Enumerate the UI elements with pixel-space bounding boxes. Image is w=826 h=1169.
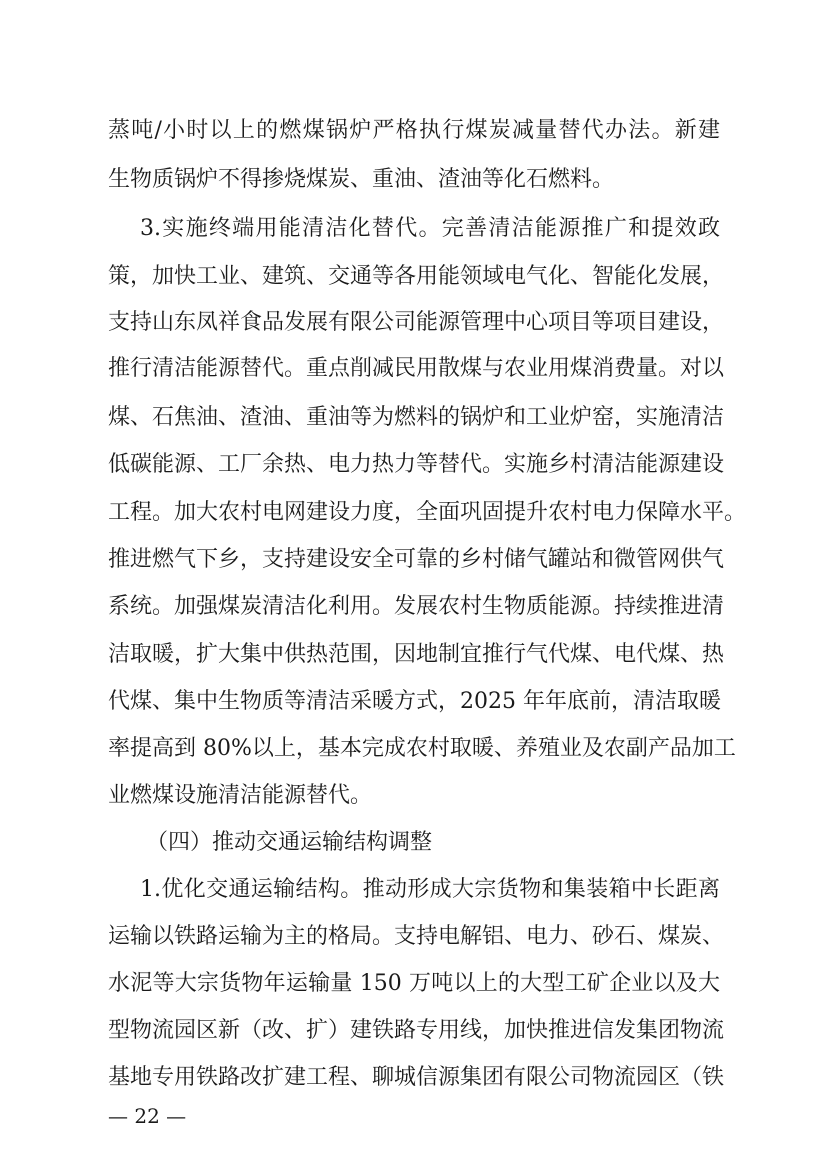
- body-text-line: 业燃煤设施清洁能源替代。: [108, 783, 373, 808]
- body-text-line: 洁取暖，扩大集中供热范围，因地制宜推行气代煤、电代煤、热: [108, 642, 725, 667]
- body-text-line: 基地专用铁路改扩建工程、聊城信源集团有限公司物流园区（铁: [108, 1065, 725, 1090]
- body-text-line: 低碳能源、工厂余热、电力热力等替代。实施乡村清洁能源建设: [108, 452, 725, 477]
- body-text-line: 系统。加强煤炭清洁化利用。发展农村生物质能源。持续推进清: [108, 594, 725, 619]
- body-text-line: 3.实施终端用能清洁化替代。完善清洁能源推广和提效政: [140, 216, 720, 241]
- body-text-line: 煤、石焦油、渣油、重油等为燃料的锅炉和工业炉窑，实施清洁: [108, 405, 725, 430]
- body-text-line: 工程。加大农村电网建设力度，全面巩固提升农村电力保障水平。: [108, 500, 747, 525]
- body-text-line: 率提高到 80%以上，基本完成农村取暖、养殖业及农副产品加工: [108, 736, 736, 761]
- body-text-line: 代煤、集中生物质等清洁采暖方式，2025 年年底前，清洁取暖: [108, 689, 721, 714]
- page-number: — 22 —: [108, 1104, 187, 1128]
- body-text-line: 推行清洁能源替代。重点削减民用散煤与农业用煤消费量。对以: [108, 356, 725, 381]
- section-heading: （四）推动交通运输结构调整: [146, 830, 433, 855]
- body-text-line: 蒸吨/小时以上的燃煤锅炉严格执行煤炭减量替代办法。新建: [108, 118, 720, 143]
- body-text-line: 1.优化交通运输结构。推动形成大宗货物和集装箱中长距离: [140, 877, 720, 902]
- body-text-line: 运输以铁路运输为主的格局。支持电解铝、电力、砂石、煤炭、: [108, 924, 725, 949]
- body-text-line: 水泥等大宗货物年运输量 150 万吨以上的大型工矿企业以及大: [108, 971, 720, 996]
- body-text-line: 生物质锅炉不得掺烧煤炭、重油、渣油等化石燃料。: [108, 167, 615, 192]
- body-text-line: 策，加快工业、建筑、交通等各用能领域电气化、智能化发展，: [108, 264, 725, 289]
- body-text-line: 支持山东凤祥食品发展有限公司能源管理中心项目等项目建设，: [108, 310, 725, 335]
- body-text-line: 推进燃气下乡，支持建设安全可靠的乡村储气罐站和微管网供气: [108, 547, 725, 572]
- body-text-line: 型物流园区新（改、扩）建铁路专用线，加快推进信发集团物流: [108, 1018, 725, 1043]
